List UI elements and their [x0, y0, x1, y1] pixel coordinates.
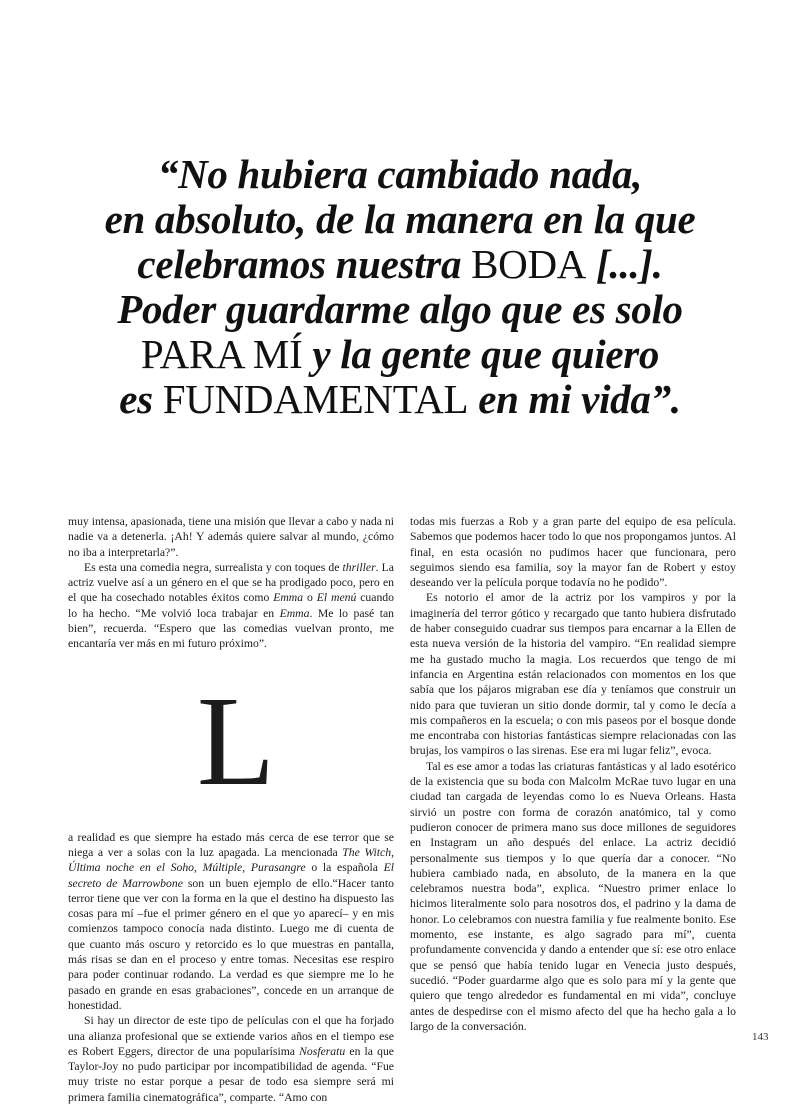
paragraph: muy intensa, apasionada, tiene una misión que llevar a cabo y nada ni nadie va a detenerla. ¡Ah! Y además quiere salvar al mundo, ¿cómo no iba a interpretarla?”.: [68, 515, 394, 559]
paragraph: Tal es ese amor a todas las criaturas fantásticas y al lado esotérico de la existencia que su boda con Malcolm McRae tuvo lugar en una ciudad tan cargada de leyendas como lo es Nueva Orleans. Hasta sirvió un postre con forma de corazón anatómico, tal y como pudieron conocer de primera mano sus doce millones de seguidores en Instagram un año después del enlace. La actriz decidió personalmente sus tiempos y lo que quería dar a conocer. “No hubiera cambiado nada, en absoluto, de la manera en la que celebramos nuestra boda”, explica. “Nuestro primer enlace lo hicimos literalmente solo para nosotros dos, el padrino y la dama de honor. Lo celebramos con nuestra familia y fue realmente bonito. Ese momento, ese instante, es algo sagrado para mí”, cuenta profundamente convencida y dando a entender que sí: ese otro enlace que se pensó que había tenido lugar en Venecia justo después, sucedió. “Poder guardarme algo que es solo para mí y la gente que quiero que tengo alrededor es fundamental en mi vida”, concluye antes de despedirse con el mismo afecto del que ha hecho gala a lo largo de la conversación.: [410, 759, 736, 1033]
quote-line-4: Poder guardarme algo que es solo: [117, 286, 683, 332]
paragraph: Es notorio el amor de la actriz por los vampiros y por la imaginería del terror gótico y recargado que tanto hubiera disfrutado de haber conseguido cuadrar sus tiempos para encarnar a la Ellen de esta nueva versión de la historia del vampiro. “En realidad siempre me ha gustado mucho la magia. Los recuerdos que tengo de mi infancia en Argentina están relacionados con momentos en los que sabía que los pájaros migraban ese día y teníamos que construir un nido para que tuvieran un sitio donde dormir, tal y como le decía a mis compañeros en la escuela; o con mis paseos por el bosque donde me encontraba con historias fantásticas siempre relacionadas con las brujas, los vampiros o las sirenas. Ese era mi lugar feliz”, evoca.: [410, 591, 736, 758]
page-number: 143: [752, 1031, 769, 1043]
quote-line-5: PARA MÍ y la gente que quiero: [140, 331, 660, 377]
paragraph: a realidad es que siempre ha estado más cerca de ese terror que se niega a ver a solas con la luz apagada. La mencionada The Witch, Última noche en el Soho, Múltiple, Purasangre o la española El secreto de Marrowbone son un buen ejemplo de ello.“Hacer tanto terror tiene que ver con la forma en la que el destino ha dispuesto las cosas para mí –fue el primer género en el que yo aparecí– y en mis comienzos tampoco conocía nada distinto. Luego me di cuenta de que cuanto más oscuro y retorcido es lo que muestras en pantalla, más risas se dan en el proceso y entre tomas. Necesitas ese respiro para poder continuar rodando. La verdad es que siempre me lo he pasado en grande en esas grabaciones”, concede en un arranque de honestidad.: [68, 830, 394, 1012]
paragraph: Si hay un director de este tipo de películas con el que ha forjado una alianza profesional que se extiende varios años en el tiempo ese es Robert Eggers, director de una popularísima Nosferatu en la que Taylor-Joy no pudo participar por incompatibilidad de agenda. “Fue muy triste no estar porque a pesar de todo esa siempre será mi primera familia cinematográfica”, comparte. “Amo con: [68, 1014, 394, 1104]
quote-line-6: es FUNDAMENTAL en mi vida”.: [119, 376, 681, 422]
paragraph: Es esta una comedia negra, surrealista y con toques de thriller. La actriz vuelve así a un género en el que se ha prodigado poco, pero en el que ha cosechado notables éxitos como Emma o El menú cuando lo ha hecho. “Me volvió loca trabajar en Emma. Me lo pasé tan bien”, recuerda. “Espero que las comedias vuelvan pronto, me encantaría ver más en mi futuro próximo”.: [68, 560, 394, 651]
quote-line-3: celebramos nuestra BODA [...].: [137, 241, 663, 287]
quote-line-2: en absoluto, de la manera en la que: [104, 196, 696, 242]
pull-quote: [100, 152, 700, 422]
drop-cap: L: [196, 669, 276, 812]
paragraph: todas mis fuerzas a Rob y a gran parte del equipo de esa película. Sabemos que podemos hacer todo lo que nos propongamos juntos. Al final, en esta ocasión no pudimos hacer que funcionara, pero seguimos siendo esa familia, soy la mayor fan de Robert y estoy deseando ver la película porque todavía no he podido”.: [410, 515, 736, 590]
quote-line-1: “No hubiera cambiado nada,: [157, 151, 643, 197]
article-column-right: [410, 514, 736, 1034]
article-column-left: [68, 514, 394, 1105]
